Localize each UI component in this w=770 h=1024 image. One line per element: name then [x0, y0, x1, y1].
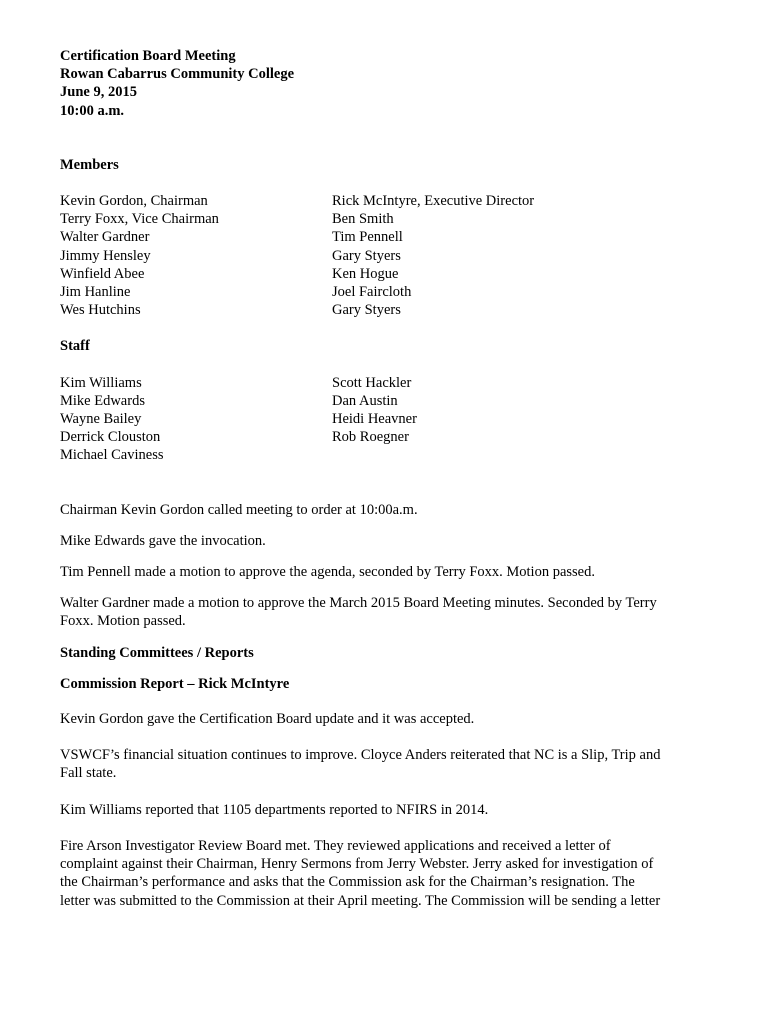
member-name: Jimmy Hensley — [60, 247, 151, 264]
staff-name: Mike Edwards — [60, 392, 145, 409]
minutes-call-to-order: Chairman Kevin Gordon called meeting to order at 10:00a.m. — [60, 501, 418, 518]
member-name: Tim Pennell — [332, 229, 403, 246]
staff-name: Dan Austin — [332, 392, 398, 409]
staff-name: Derrick Clouston — [60, 429, 161, 446]
arson-board-line-2: complaint against their Chairman, Henry Sermons from Jerry Webster. Jerry asked for investigation of — [60, 856, 654, 873]
staff-name: Scott Hackler — [332, 374, 412, 391]
staff-name: Wayne Bailey — [60, 411, 142, 428]
member-name: Terry Foxx, Vice Chairman — [60, 211, 219, 228]
member-name: Rick McIntyre, Executive Director — [332, 193, 535, 210]
vswcf-line-1: VSWCF’s financial situation continues to improve. Cloyce Anders reiterated that NC is a Slip, Trip and — [60, 747, 661, 764]
member-name: Ben Smith — [332, 211, 394, 228]
nfirs-report: Kim Williams reported that 1105 departments reported to NFIRS in 2014. — [60, 801, 489, 818]
member-name: Joel Faircloth — [332, 284, 412, 301]
staff-right-column — [332, 374, 732, 465]
minutes-invocation: Mike Edwards gave the invocation. — [60, 532, 266, 549]
minutes-approval-line-2: Foxx. Motion passed. — [60, 613, 186, 630]
member-name: Wes Hutchins — [60, 302, 141, 319]
meeting-time: 10:00 a.m. — [60, 102, 125, 119]
standing-committees-heading: Standing Committees / Reports — [60, 644, 254, 661]
document-page — [60, 47, 732, 910]
members-left-column — [60, 192, 332, 319]
minutes-approval-line-1: Walter Gardner made a motion to approve the March 2015 Board Meeting minutes. Seconded by Terry — [60, 595, 657, 612]
member-name: Ken Hogue — [332, 265, 399, 282]
arson-board-line-1: Fire Arson Investigator Review Board met. They reviewed applications and received a letter of — [60, 837, 611, 854]
staff-name: Heidi Heavner — [332, 411, 417, 428]
member-name: Walter Gardner — [60, 229, 150, 246]
commission-report-heading: Commission Report – Rick McIntyre — [60, 675, 290, 692]
member-name: Gary Styers — [332, 247, 401, 264]
arson-board-line-4: letter was submitted to the Commission at their April meeting. The Commission will be sending a letter — [60, 892, 661, 909]
staff-name: Kim Williams — [60, 374, 142, 391]
member-name: Gary Styers — [332, 302, 401, 319]
meeting-header — [60, 47, 732, 120]
meeting-date: June 9, 2015 — [60, 84, 137, 101]
staff-name: Michael Caviness — [60, 447, 164, 464]
member-name: Jim Hanline — [60, 284, 131, 301]
members-right-column — [332, 192, 732, 319]
meeting-title: Certification Board Meeting — [60, 48, 236, 64]
arson-board-line-3: the Chairman’s performance and asks that the Commission ask for the Chairman’s resignation. The — [60, 874, 635, 891]
members-heading: Members — [60, 156, 119, 173]
members-list — [60, 192, 732, 319]
certification-board-update: Kevin Gordon gave the Certification Board update and it was accepted. — [60, 711, 475, 728]
staff-list — [60, 374, 732, 465]
minutes-agenda-motion: Tim Pennell made a motion to approve the agenda, seconded by Terry Foxx. Motion passed. — [60, 564, 595, 581]
member-name: Kevin Gordon, Chairman — [60, 193, 208, 210]
meeting-location: Rowan Cabarrus Community College — [60, 66, 295, 83]
staff-heading: Staff — [60, 338, 90, 355]
member-name: Winfield Abee — [60, 265, 145, 282]
vswcf-line-2: Fall state. — [60, 765, 117, 782]
staff-left-column — [60, 374, 332, 465]
staff-name: Rob Roegner — [332, 429, 409, 446]
